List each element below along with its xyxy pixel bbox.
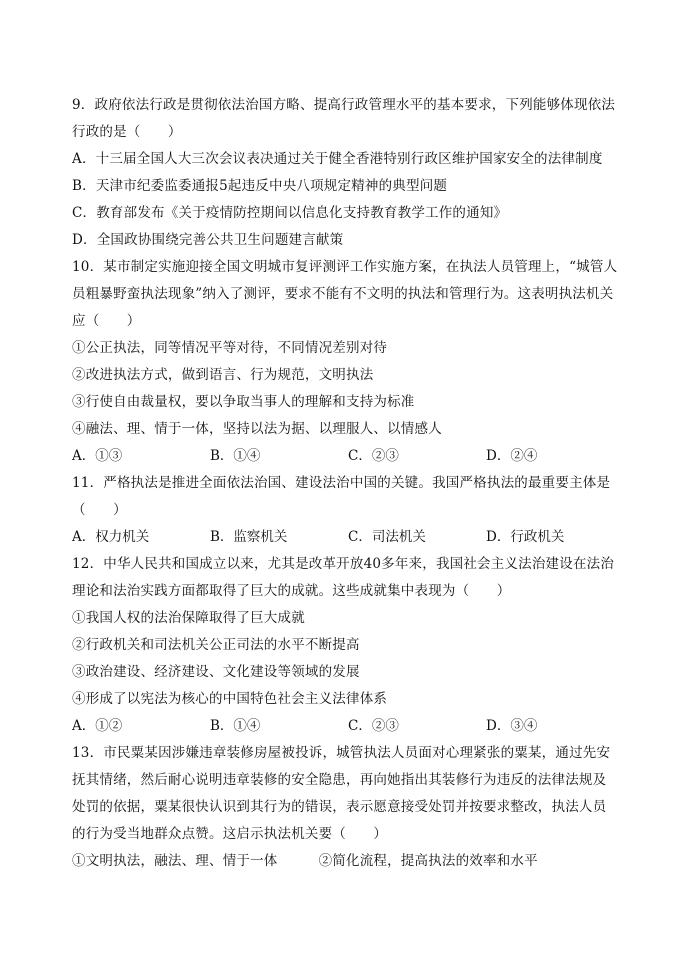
question-list xyxy=(72,92,632,875)
question-stem-line: 员粗暴野蛮执法现象”纳入了测评，要求不能有不文明的执法和管理行为。这表明执法机关 xyxy=(72,286,614,302)
option-d: D．②④ xyxy=(486,448,538,464)
option-c: C．司法机关 xyxy=(348,529,426,545)
option-b: B．①④ xyxy=(210,718,261,734)
question-stem-line: 13．市民粟某因涉嫌违章装修房屋被投诉，城管执法人员面对心理紧张的粟某，通过先安 xyxy=(72,745,611,761)
option-c: C．②③ xyxy=(348,718,399,734)
option-d: D．全国政协围绕完善公共卫生问题建言献策 xyxy=(72,232,344,248)
question-9 xyxy=(72,92,632,254)
question-stem-line: 9．政府依法行政是贯彻依法治国方略、提高行政管理水平的基本要求，下列能够体现依法 xyxy=(72,97,616,113)
option-a: A．十三届全国人大三次会议表决通过关于健全香港特别行政区维护国家安全的法律制度 xyxy=(72,151,603,167)
question-stem-line: 理论和法治实践方面都取得了巨大的成就。这些成就集中表现为（ ） xyxy=(72,583,511,599)
question-stem-line: 应（ ） xyxy=(72,313,141,329)
statement-3: ③政治建设、经济建设、文化建设等领域的发展 xyxy=(72,664,360,680)
question-10 xyxy=(72,254,632,470)
options-row xyxy=(72,524,632,551)
option-c: C．教育部发布《关于疫情防控期间以信息化支持教育教学工作的通知》 xyxy=(72,205,508,221)
statement-4: ④形成了以宪法为核心的中国特色社会主义法律体系 xyxy=(72,691,388,707)
statement-1: ①公正执法，同等情况平等对待，不同情况差别对待 xyxy=(72,340,388,356)
option-b: B．监察机关 xyxy=(210,529,288,545)
option-b: B．①④ xyxy=(210,448,261,464)
options-row xyxy=(72,443,632,470)
question-stem-line: （ ） xyxy=(72,502,127,518)
statement-2: ②改进执法方式，做到语言、行为规范，文明执法 xyxy=(72,367,374,383)
question-13 xyxy=(72,740,632,875)
statement-3: ③行使自由裁量权，要以争取当事人的理解和支持为标准 xyxy=(72,394,415,410)
question-12 xyxy=(72,551,632,740)
option-c: C．②③ xyxy=(348,448,399,464)
statement-2: ②行政机关和司法机关公正司法的水平不断提高 xyxy=(72,637,360,653)
option-d: D．③④ xyxy=(486,718,538,734)
option-a: A．①② xyxy=(72,718,123,734)
statement-1: ①我国人权的法治保障取得了巨大成就 xyxy=(72,610,305,626)
question-stem-line: 的行为受当地群众点赞。这启示执法机关要（ ） xyxy=(72,826,388,842)
statement-1-2: ①文明执法，融法、理、情于一体 ②简化流程，提高执法的效率和水平 xyxy=(72,853,538,869)
question-stem-line: 10．某市制定实施迎接全国文明城市复评测评工作实施方案，在执法人员管理上，“城管人 xyxy=(72,259,618,275)
question-stem-line: 11．严格执法是推进全面依法治国、建设法治中国的关键。我国严格执法的最重要主体是 xyxy=(72,475,611,491)
option-d: D．行政机关 xyxy=(486,529,565,545)
question-stem-line: 行政的是（ ） xyxy=(72,124,182,140)
question-stem-line: 处罚的依据，粟某很快认识到其行为的错误，表示愿意接受处罚并按要求整改，执法人员 xyxy=(72,799,607,815)
statement-4: ④融法、理、情于一体，坚持以法为据、以理服人、以情感人 xyxy=(72,421,442,437)
options-row xyxy=(72,713,632,740)
question-11 xyxy=(72,470,632,551)
option-b: B．天津市纪委监委通报5起违反中央八项规定精神的典型问题 xyxy=(72,178,448,194)
question-stem-line: 抚其情绪，然后耐心说明违章装修的安全隐患，再向她指出其装修行为违反的法律法规及 xyxy=(72,772,607,788)
option-a: A．权力机关 xyxy=(72,529,150,545)
question-stem-line: 12．中华人民共和国成立以来，尤其是改革开放40多年来，我国社会主义法治建设在法治 xyxy=(72,556,615,572)
option-a: A．①③ xyxy=(72,448,123,464)
